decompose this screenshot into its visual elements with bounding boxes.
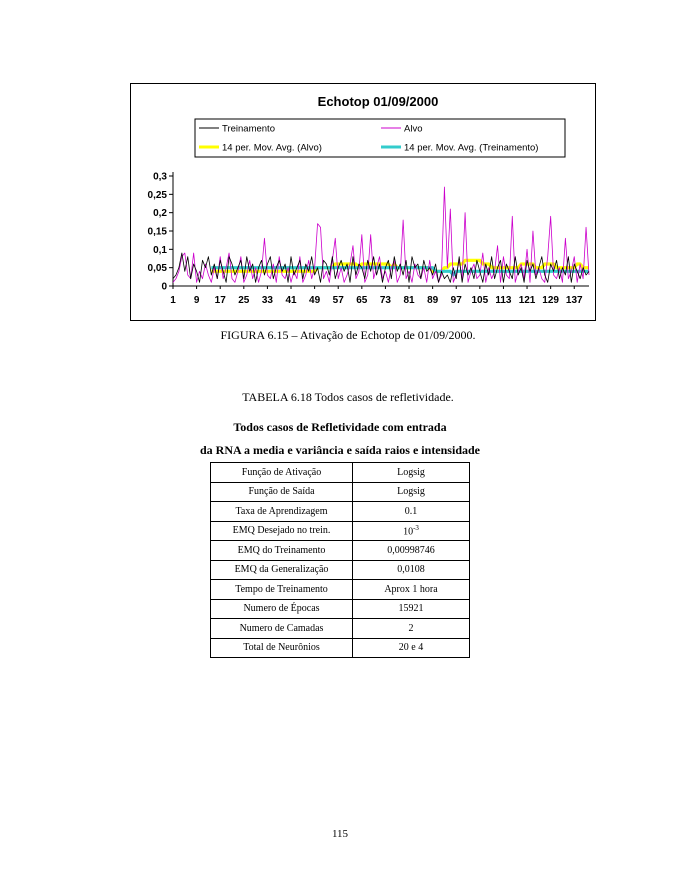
x-tick-label: 97	[450, 295, 462, 306]
table-row	[211, 599, 470, 619]
legend-label-4: 14 per. Mov. Avg. (Treinamento)	[404, 142, 539, 154]
x-tick-label: 65	[356, 295, 368, 306]
y-tick-label: 0,3	[153, 171, 167, 183]
figure-caption: FIGURA 6.15 – Ativação de Echotop de 01/09/2000.	[220, 328, 476, 342]
row-value: 15921	[353, 599, 470, 619]
table-row	[211, 521, 470, 541]
row-value	[353, 521, 470, 541]
y-tick-label: 0,1	[153, 244, 167, 256]
row-label: Tempo de Treinamento	[211, 580, 353, 600]
x-tick-label: 9	[193, 295, 200, 306]
row-value: 20 e 4	[353, 638, 470, 658]
x-tick-label: 17	[214, 295, 226, 306]
x-tick-label: 89	[427, 295, 439, 306]
row-value: 0.1	[353, 502, 470, 522]
row-label: Função de Saída	[211, 482, 353, 502]
x-tick-label: 25	[238, 295, 250, 306]
x-tick-label: 137	[565, 295, 583, 306]
echotop-chart	[131, 84, 595, 320]
x-tick-label: 129	[542, 295, 559, 306]
x-tick-label: 33	[261, 295, 273, 306]
legend-label-1: Treinamento	[222, 123, 275, 135]
table-title-line2: da RNA a media e variância e saída raios e intensidade	[199, 443, 480, 457]
table-row	[211, 580, 470, 600]
x-tick-label: 105	[471, 295, 489, 306]
row-value: Logsig	[353, 463, 470, 483]
table-row	[211, 463, 470, 483]
table-row	[211, 619, 470, 639]
row-label: EMQ da Generalização	[211, 560, 353, 580]
row-label: Função de Ativação	[211, 463, 353, 483]
x-tick-label: 57	[332, 295, 344, 306]
page-number: 115	[331, 828, 349, 840]
x-tick-label: 81	[403, 295, 415, 306]
legend-label-2: Alvo	[404, 123, 423, 135]
x-tick-label: 73	[379, 295, 391, 306]
x-tick-label: 41	[285, 295, 297, 306]
row-label: Total de Neurônios	[211, 638, 353, 658]
table-row	[211, 502, 470, 522]
legend-label-3: 14 per. Mov. Avg. (Alvo)	[222, 142, 322, 154]
table-row	[211, 541, 470, 561]
row-value-base: 10	[403, 526, 414, 538]
x-tick-label: 1	[170, 295, 176, 306]
row-label: Numero de Épocas	[211, 599, 353, 619]
y-tick-label: 0,05	[147, 263, 167, 275]
row-value-exponent: -3	[413, 524, 419, 533]
row-label: Numero de Camadas	[211, 619, 353, 639]
x-tick-label: 113	[495, 295, 512, 306]
table-row	[211, 482, 470, 502]
y-tick-label: 0,2	[153, 208, 167, 220]
y-tick-label: 0,15	[147, 226, 167, 238]
y-tick-label: 0,25	[147, 189, 167, 201]
row-label: Taxa de Aprendizagem	[211, 502, 353, 522]
table-caption: TABELA 6.18 Todos casos de refletividade.	[242, 390, 454, 404]
table-title-line1: Todos casos de Refletividade com entrada	[233, 420, 447, 434]
x-tick-label: 49	[309, 295, 321, 306]
y-tick-label: 0	[161, 281, 167, 293]
row-label: EMQ do Treinamento	[211, 541, 353, 561]
parameters-table	[210, 462, 470, 658]
x-tick-label: 121	[518, 295, 536, 306]
chart-frame	[130, 83, 596, 321]
row-value: Aprox 1 hora	[353, 580, 470, 600]
row-value: 0,00998746	[353, 541, 470, 561]
table-row	[211, 638, 470, 658]
chart-title: Echotop 01/09/2000	[317, 94, 439, 109]
row-label: EMQ Desejado no trein.	[211, 521, 353, 541]
row-value: Logsig	[353, 482, 470, 502]
row-value: 0,0108	[353, 560, 470, 580]
table-row	[211, 560, 470, 580]
row-value: 2	[353, 619, 470, 639]
